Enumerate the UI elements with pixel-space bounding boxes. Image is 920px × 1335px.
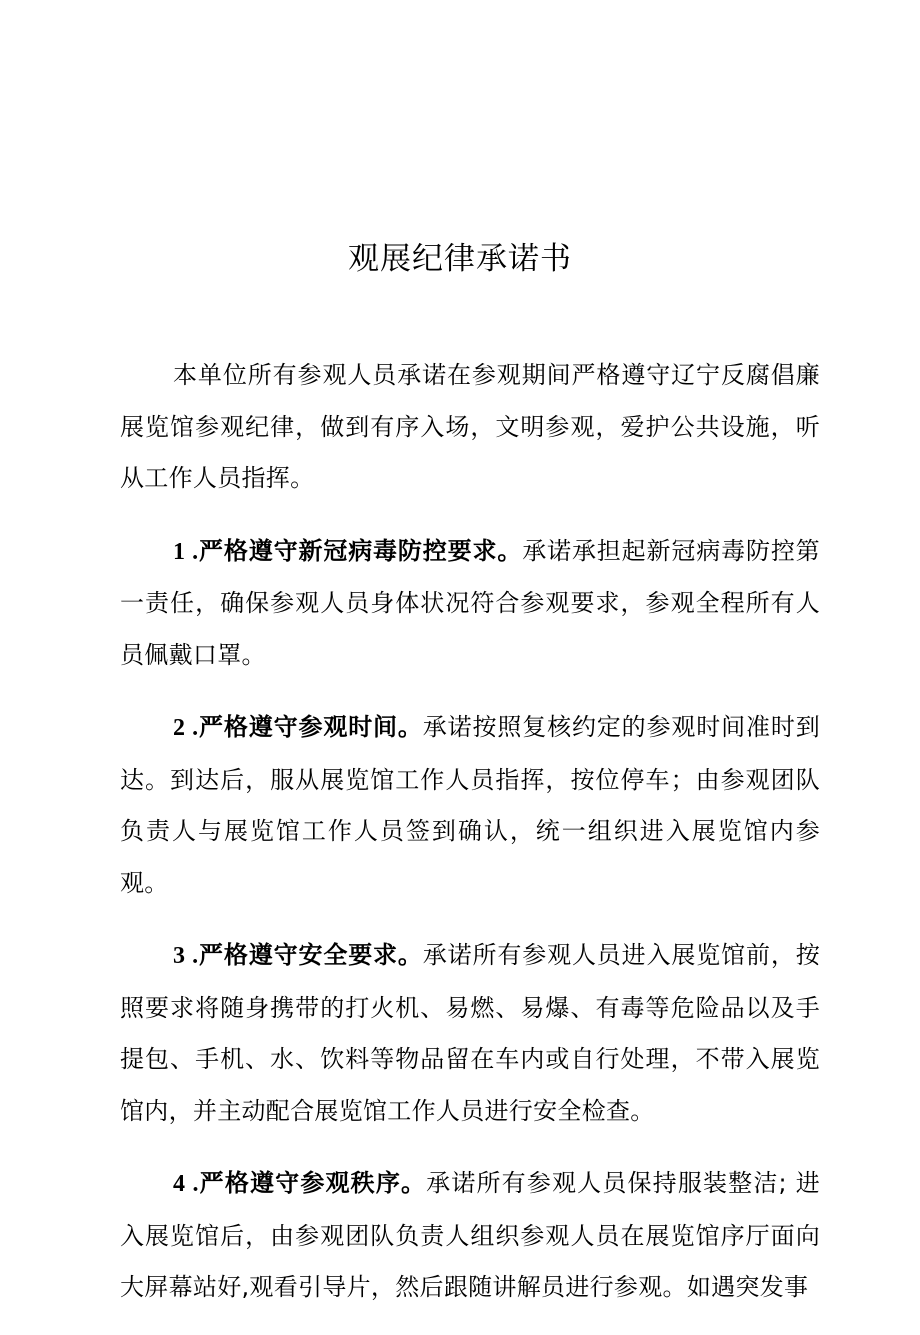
intro-paragraph: 本单位所有参观人员承诺在参观期间严格遵守辽宁反腐倡廉展览馆参观纪律，做到有序入场，文明参观，爱护公共设施，听从工作人员指挥。 (120, 361, 820, 492)
item-paragraph-2 (120, 702, 820, 909)
document-body (120, 350, 820, 1335)
item-heading: 严格遵守安全要求。 (198, 941, 423, 969)
item-paragraph-3 (120, 930, 820, 1137)
item-text: 承诺承担起新冠病毒防控第一责任，确保参观人员身体状况符合参观要求，参观全程所有人员佩戴口罩。 (120, 536, 820, 669)
item-number: 1 . (173, 538, 199, 565)
item-heading: 严格遵守参观秩序。 (198, 1169, 427, 1197)
item-text: 承诺所有参观人员保持服装整洁; 进入展览馆后，由参观团队负责人组织参观人员在展览馆序厅面向大屏幕站好,观看引导片，然后跟随讲解员进行参观。如遇突发事 (120, 1169, 821, 1301)
item-paragraph-4 (120, 1158, 820, 1314)
item-paragraph-1 (120, 526, 820, 682)
item-text: 承诺按照复核约定的参观时间准时到达。到达后，服从展览馆工作人员指挥，按位停车；由参观团队负责人与展览馆工作人员签到确认，统一组织进入展览馆内参观。 (120, 713, 820, 897)
item-number: 4 . (173, 1171, 199, 1197)
item-heading: 严格遵守新冠病毒防控要求。 (198, 536, 523, 565)
item-number: 3 . (173, 943, 199, 969)
item-text: 承诺所有参观人员进入展览馆前，按照要求将随身携带的打火机、易燃、易爆、有毒等危险品以及手提包、手机、水、饮料等物品留在车内或自行处理，不带入展览馆内，并主动配合展览馆工作人员进行安全检查。 (120, 941, 820, 1125)
item-number: 2 . (173, 715, 199, 741)
document-title: 观展纪律承诺书 (348, 241, 572, 277)
item-heading: 严格遵守参观时间。 (198, 713, 423, 741)
